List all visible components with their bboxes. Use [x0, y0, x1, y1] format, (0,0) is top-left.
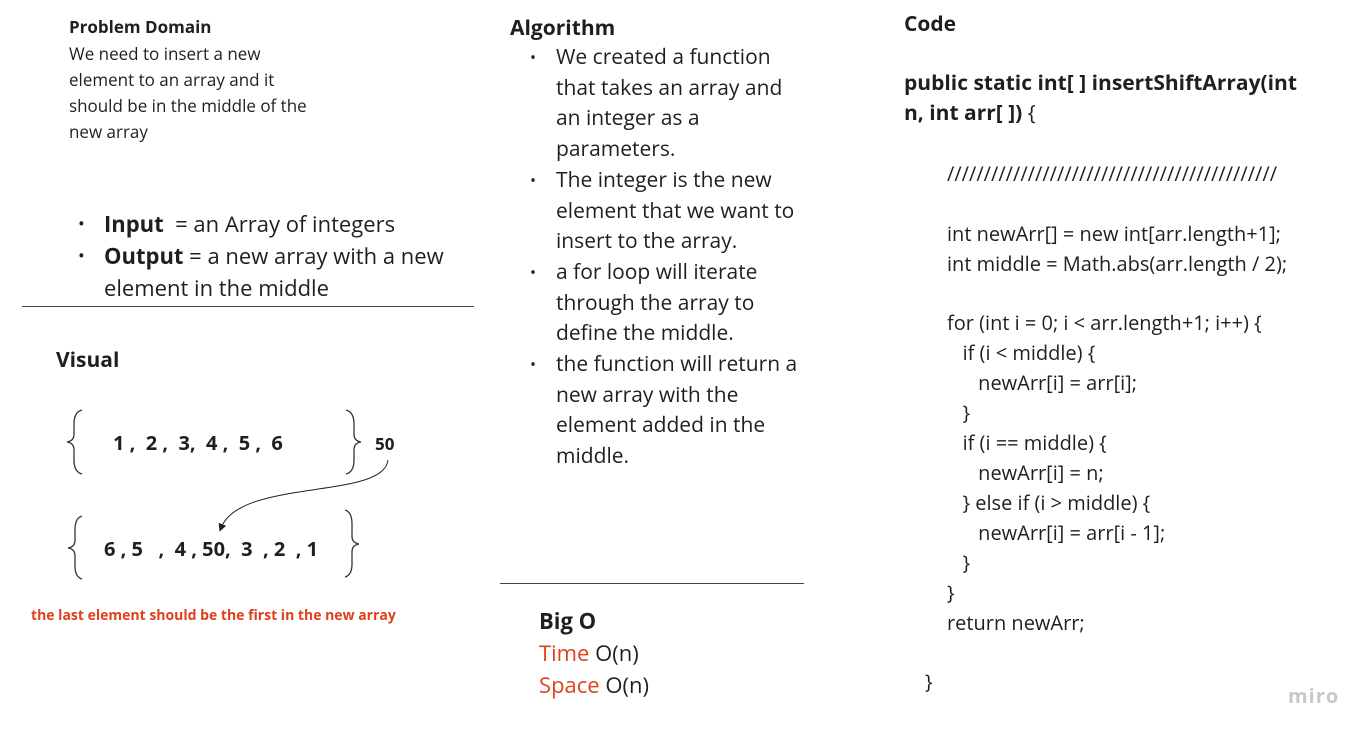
- divider-left: [22, 306, 474, 307]
- code-line: if (i == middle) {: [947, 429, 1107, 456]
- code-line: return newArr;: [947, 609, 1085, 636]
- visual-note: the last element should be the first in the new array: [31, 606, 396, 625]
- algorithm-title: Algorithm: [510, 14, 616, 42]
- input-item: [78, 208, 478, 240]
- code-line: if (i < middle) {: [947, 339, 1096, 366]
- algorithm-steps: [530, 42, 810, 472]
- algorithm-step: • We created a function that takes an array and an integer as a parameters.: [530, 42, 810, 165]
- code-line: newArr[i] = arr[i];: [947, 369, 1137, 396]
- output-label: Output: [104, 241, 184, 271]
- code-line: }: [947, 399, 971, 426]
- big-o-title: Big O: [539, 606, 597, 636]
- right-brace-bottom: [345, 510, 359, 577]
- divider-middle: [500, 583, 804, 584]
- time-value: O(n): [589, 638, 639, 668]
- sequence-result: 6 , 5 , 4 , 50, 3 , 2 , 1: [104, 535, 319, 562]
- left-brace-bottom: [68, 516, 82, 579]
- code-line: int middle = Math.abs(arr.length / 2);: [947, 250, 1288, 277]
- inserted-value: 50: [375, 432, 395, 455]
- signature-rest: {: [1022, 99, 1036, 127]
- space-label: Space: [539, 670, 600, 700]
- sequence-original: 1 , 2 , 3, 4 , 5 , 6: [113, 429, 283, 456]
- right-brace-top: [346, 410, 361, 474]
- problem-domain-text: We need to insert a new element to an array and it should be in the middle of the new array: [69, 42, 307, 143]
- problem-domain-title: Problem Domain: [69, 15, 212, 38]
- algorithm-step: • a for loop will iterate through the array to define the middle.: [530, 257, 810, 349]
- code-line: for (int i = 0; i < arr.length+1; i++) {: [947, 309, 1262, 336]
- big-o-space: [539, 670, 649, 700]
- output-text: = a new array with a new element in the middle: [104, 241, 444, 303]
- miro-logo: miro: [1288, 682, 1340, 709]
- code-line: }: [947, 579, 955, 606]
- code-line: newArr[i] = n;: [947, 459, 1104, 486]
- space-value: O(n): [599, 670, 649, 700]
- io-list: [78, 208, 478, 304]
- algorithm-step: • the function will return a new array with the element added in the middle.: [530, 349, 810, 472]
- code-line: newArr[i] = arr[i - 1];: [947, 519, 1166, 546]
- code-line: }: [925, 668, 933, 695]
- code-line: int newArr[] = new int[arr.length+1];: [947, 220, 1281, 247]
- input-text: = an Array of integers: [163, 209, 396, 239]
- algorithm-step: • The integer is the new element that we want to insert to the array.: [530, 165, 810, 257]
- output-item: [78, 240, 478, 304]
- visual-title: Visual: [56, 346, 120, 374]
- code-line: /////////////////////////////////////////////: [947, 160, 1278, 187]
- time-label: Time: [539, 638, 590, 668]
- code-title: Code: [904, 10, 957, 38]
- code-line: } else if (i > middle) {: [947, 489, 1151, 516]
- code-signature: [904, 68, 1314, 128]
- input-label: Input: [104, 209, 164, 239]
- code-line: }: [947, 549, 971, 576]
- big-o-time: [539, 638, 639, 668]
- left-brace-top: [67, 410, 82, 474]
- insert-arrow: [221, 460, 388, 528]
- signature-bold: public static int[ ] insertShiftArray(int n, int arr[ ]): [904, 69, 1297, 127]
